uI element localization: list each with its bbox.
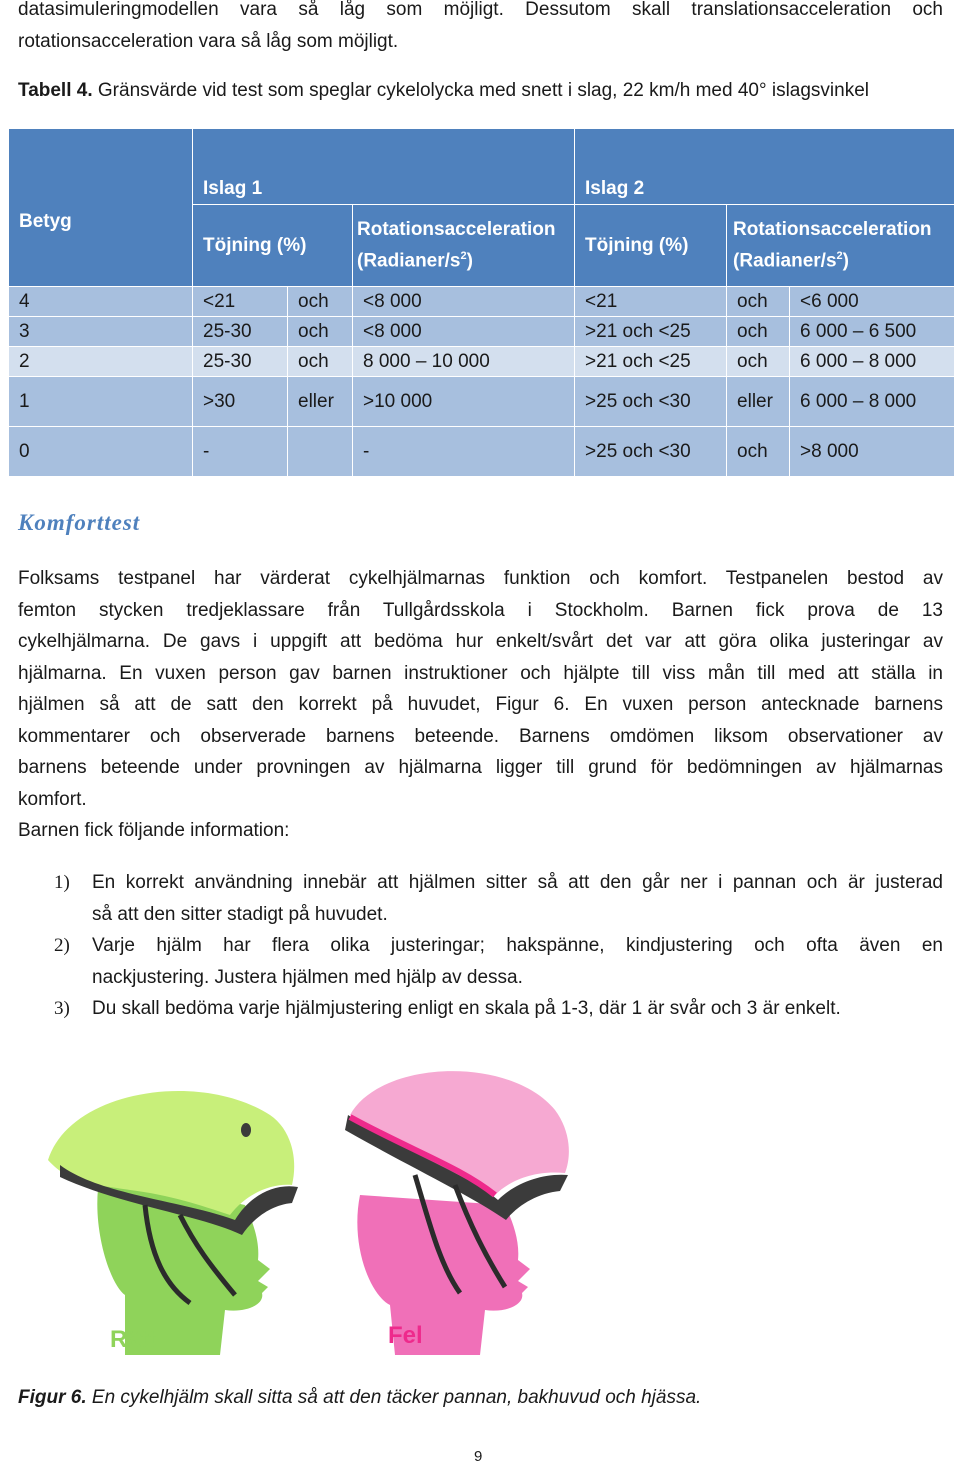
cell-rot-1: - — [353, 427, 575, 477]
header-rot-close: ) — [466, 250, 473, 272]
header-tojning-2: Töjning (%) — [575, 205, 727, 287]
cell-tojning-1: >30 — [193, 377, 288, 427]
cell-conj-1: och — [288, 287, 353, 317]
header-rot-sup: 2 — [460, 249, 467, 262]
header-rot-sup: 2 — [836, 249, 843, 262]
cell-conj-1 — [288, 427, 353, 477]
header-tojning-1: Töjning (%) — [193, 205, 353, 287]
header-islag-2: Islag 2 — [575, 129, 955, 205]
body-line: barnens beteende under provningen av hjälmarna ligger till grund för bedömningen av hjälmarnas — [18, 757, 943, 778]
cell-rot-2: 6 000 – 8 000 — [790, 377, 955, 427]
helmet-wrong-illustration — [320, 1055, 600, 1365]
header-rot-close: ) — [842, 250, 849, 272]
cell-rot-1: <8 000 — [353, 287, 575, 317]
intro-text — [18, 0, 943, 57]
intro-line: rotationsacceleration vara så låg som möjligt. — [18, 30, 399, 52]
cell-rot-1: 8 000 – 10 000 — [353, 347, 575, 377]
cell-betyg: 3 — [9, 317, 193, 347]
head-silhouette-pink — [357, 1195, 530, 1355]
body-line: kommentarer och observerade barnens beteende. Barnens omdömen liksom observationer av — [18, 725, 943, 747]
helmet-vent-correct — [241, 1123, 251, 1137]
cell-tojning-2: >21 och <25 — [575, 317, 727, 347]
body-line: cykelhjälmarna. De gavs i uppgift att bedöma hur enkelt/svårt det var att göra olika justeringar av — [18, 631, 943, 652]
cell-conj-1: och — [288, 317, 353, 347]
table-row — [9, 427, 955, 477]
helmet-figure — [30, 1055, 590, 1365]
cell-conj-1: eller — [288, 377, 353, 427]
cell-betyg: 1 — [9, 377, 193, 427]
cell-conj-1: och — [288, 347, 353, 377]
cell-conj-2: eller — [727, 377, 790, 427]
label-wrong: Fel — [388, 1322, 423, 1349]
header-rot-label: Rotationsacceleration — [357, 218, 556, 240]
info-intro: Barnen fick följande information: — [18, 820, 290, 841]
figure-caption-text: En cykelhjälm skall sitta så att den täcker pannan, bakhuvud och hjässa. — [91, 1387, 702, 1408]
cell-tojning-1: 25-30 — [193, 347, 288, 377]
helmet-correct-illustration — [30, 1055, 310, 1365]
table-row — [9, 377, 955, 427]
cell-conj-2: och — [727, 317, 790, 347]
table-caption-label: Tabell 4. — [18, 80, 93, 101]
list-line: så att den sitter stadigt på huvudet. — [92, 903, 388, 925]
cell-conj-2: och — [727, 347, 790, 377]
list-line: En korrekt användning innebär att hjälmen sitter så att den går ner i pannan och är justerad — [92, 872, 943, 893]
list-number: 2) — [54, 935, 70, 956]
header-rot-2 — [727, 205, 955, 287]
list-number: 3) — [54, 998, 70, 1019]
header-islag-1: Islag 1 — [193, 129, 575, 205]
cell-conj-2: och — [727, 427, 790, 477]
list-line: Du skall bedöma varje hjälmjustering enligt en skala på 1-3, där 1 är svår och 3 är enkelt. — [92, 998, 841, 1019]
cell-rot-1: >10 000 — [353, 377, 575, 427]
table-caption-text: Gränsvärde vid test som speglar cykelolycka med snett i slag, 22 km/h med 40° islagsvinkel — [97, 80, 870, 101]
list-item — [18, 930, 943, 993]
table-row — [9, 317, 955, 347]
cell-tojning-2: >25 och <30 — [575, 377, 727, 427]
table-row — [9, 287, 955, 317]
cell-tojning-2: <21 — [575, 287, 727, 317]
cell-rot-2: 6 000 – 6 500 — [790, 317, 955, 347]
cell-tojning-1: <21 — [193, 287, 288, 317]
cell-rot-2: 6 000 – 8 000 — [790, 347, 955, 377]
cell-rot-2: >8 000 — [790, 427, 955, 477]
cell-tojning-1: - — [193, 427, 288, 477]
body-line: komfort. — [18, 788, 87, 810]
page-number: 9 — [474, 1448, 483, 1465]
criteria-table — [8, 128, 954, 476]
list-line: nackjustering. Justera hjälmen med hjälp av dessa. — [92, 966, 523, 988]
cell-rot-2: <6 000 — [790, 287, 955, 317]
section-heading: Komforttest — [18, 510, 141, 535]
cell-tojning-1: 25-30 — [193, 317, 288, 347]
body-paragraph — [18, 563, 943, 847]
figure-caption-label: Figur 6. — [18, 1387, 87, 1408]
list-item — [18, 993, 943, 1025]
body-line: hjälmarna. En vuxen person gav barnen instruktioner och hjälpte till viss mån till med att ställa in — [18, 662, 943, 684]
header-rot-1 — [353, 205, 575, 287]
table-row — [9, 347, 955, 377]
cell-conj-2: och — [727, 287, 790, 317]
list-line: Varje hjälm har flera olika justeringar; hakspänne, kindjustering och ofta även en — [92, 935, 943, 956]
figure-caption — [18, 1387, 701, 1409]
cell-betyg: 2 — [9, 347, 193, 377]
header-betyg: Betyg — [9, 129, 193, 287]
body-line: femton stycken tredjeklassare från Tullgårdsskola i Stockholm. Barnen fick prova de 13 — [18, 599, 943, 621]
table-caption — [18, 80, 869, 102]
header-rot-unit: (Radianer/s — [357, 250, 461, 272]
header-rot-unit: (Radianer/s — [733, 250, 837, 272]
cell-rot-1: <8 000 — [353, 317, 575, 347]
body-line: hjälmen så att de satt den korrekt på huvudet, Figur 6. En vuxen person antecknade barnens — [18, 694, 943, 715]
label-right: Rätt — [110, 1326, 157, 1353]
body-line: Folksams testpanel har värderat cykelhjälmarnas funktion och komfort. Testpanelen bestod av — [18, 568, 943, 589]
cell-betyg: 4 — [9, 287, 193, 317]
cell-tojning-2: >25 och <30 — [575, 427, 727, 477]
list-item — [18, 867, 943, 930]
list-number: 1) — [54, 872, 70, 893]
cell-tojning-2: >21 och <25 — [575, 347, 727, 377]
intro-line: datasimuleringmodellen vara så låg som möjligt. Dessutom skall translationsacceleration och — [18, 0, 943, 20]
header-rot-label: Rotationsacceleration — [733, 218, 932, 240]
cell-betyg: 0 — [9, 427, 193, 477]
info-list — [18, 867, 943, 1025]
